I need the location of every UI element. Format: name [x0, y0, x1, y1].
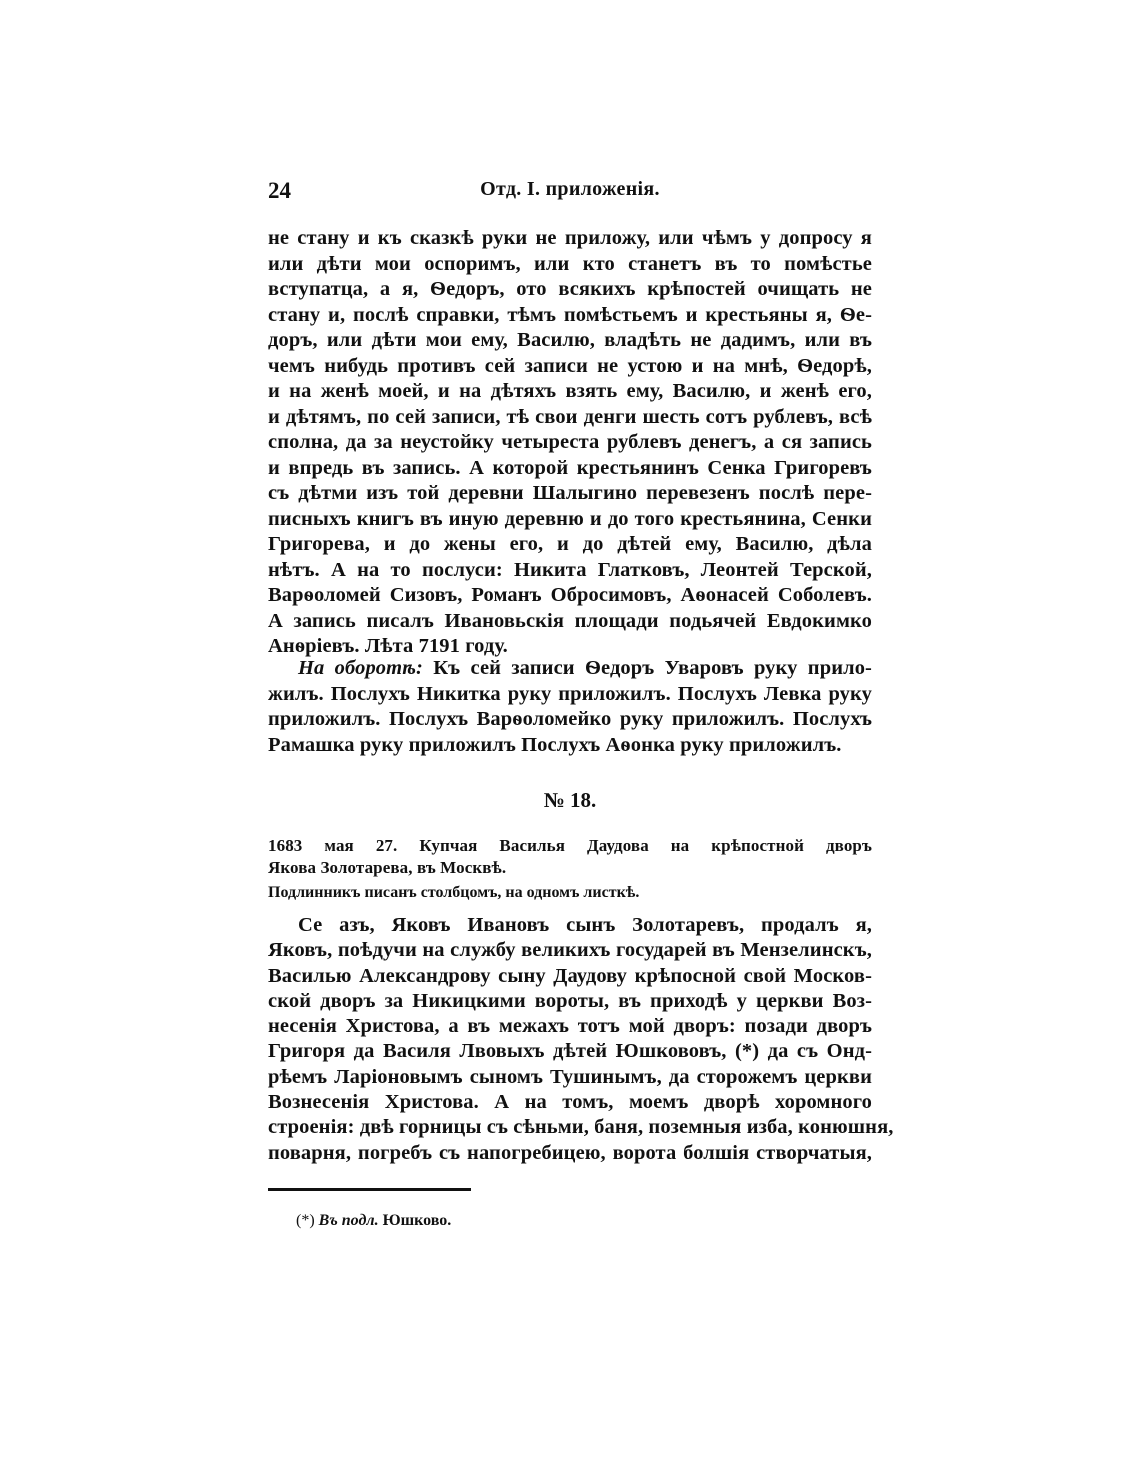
document-body-text — [268, 913, 894, 1166]
text-line: и впредь въ запись. А которой крестьянинъ Сенка Григоревъ — [268, 456, 872, 479]
footnote-rule — [268, 1188, 471, 1191]
text-line: писныхъ книгъ въ иную деревню и до того крестьянина, Сенки — [268, 507, 872, 530]
text-line — [268, 656, 872, 682]
running-head: Отд. I. приложенія. — [480, 178, 660, 200]
text-line: Яковъ, поѣдучи на службу великихъ государей въ Мензелинскъ, — [268, 939, 872, 962]
page-header — [268, 178, 872, 208]
text-line: поварня, погребъ съ напогребицею, ворота болшія створчатыя, — [268, 1141, 872, 1164]
text-line: несенія Христова, а въ межахъ тотъ мой дворъ: позади дворъ — [268, 1015, 872, 1038]
text-line: А запись писалъ Ивановьскія площади подьячей Евдокимко — [268, 609, 872, 632]
text-line: ской дворъ за Никицкими вороты, въ приходѣ у церкви Воз- — [268, 989, 872, 1012]
footnote-abbreviation: Въ подл. — [318, 1212, 379, 1229]
text-line: Василью Александрову сыну Даудову крѣпосной свой Москов- — [268, 964, 872, 987]
footnote-text: Юшково. — [382, 1212, 452, 1229]
text-line: Анѳріевъ. Лѣта 7191 году. — [268, 635, 508, 657]
heading-line: Якова Золотарева, въ Москвѣ. — [268, 858, 507, 877]
text-line: строенія: двѣ горницы съ сѣньми, баня, поземныя изба, конюшня, — [268, 1116, 894, 1139]
reverse-side-note — [268, 656, 872, 758]
source-note: Подлинникъ писанъ столбцомъ, на одномъ листкѣ. — [268, 884, 640, 901]
document-number: № 18. — [543, 788, 597, 812]
text-line: Рамашка руку приложилъ Послухъ Аѳонка руку приложилъ. — [268, 733, 842, 756]
text-line: приложилъ. Послухъ Варѳоломейко руку приложилъ. Послухъ — [268, 708, 872, 730]
body-text-continued — [268, 226, 872, 660]
text-line: Григорева, и до жены его, и до дѣтей ему, Василю, дѣла — [268, 533, 872, 555]
text-line: и дѣтямъ, по сей записи, тѣ свои денги шесть сотъ рублевъ, всѣ — [268, 405, 872, 428]
text-line: и на женѣ моей, и на дѣтяхъ взять ему, Василю, и женѣ его, — [268, 380, 872, 402]
text-line: чемъ нибудь противъ сей записи не устою и на мнѣ, Ѳедорѣ, — [268, 354, 872, 377]
footnote — [296, 1212, 451, 1230]
text-line: сполна, да за неустойку четыреста рублевъ денегъ, а ся запись — [268, 431, 872, 453]
page-number: 24 — [268, 178, 291, 203]
text-line: съ дѣтми изъ той деревни Шалыгино перевезенъ послѣ пере- — [268, 482, 872, 504]
text-line: Григоря да Василя Лвовыхъ дѣтей Юшкововъ, (*) да съ Онд- — [268, 1040, 872, 1063]
document-heading — [268, 835, 872, 879]
text-line: рѣемъ Ларіоновымъ сыномъ Тушинымъ, да сторожемъ церкви — [268, 1065, 872, 1088]
text-line: Се азъ, Яковъ Ивановъ сынъ Золотаревъ, продалъ я, — [298, 914, 872, 936]
footnote-mark: (*) — [296, 1212, 315, 1229]
reverse-first-line: Къ сей записи Ѳедоръ Уваровъ руку прило- — [433, 657, 872, 679]
text-line: не стану и къ сказкѣ руки не приложу, или чѣмъ у допросу я — [268, 227, 872, 249]
heading-line: 1683 мая 27. Купчая Василья Даудова на крѣпостной дворъ — [268, 836, 872, 855]
text-line: вступатца, а я, Ѳедоръ, ото всякихъ крѣпостей очищать не — [268, 278, 872, 300]
text-line: Варѳоломей Сизовъ, Романъ Обросимовъ, Аѳонасей Соболевъ. — [268, 584, 872, 606]
text-line: или дѣти мои оспоримъ, или кто станетъ въ то помѣстье — [268, 252, 872, 275]
text-line: доръ, или дѣти мои ему, Василю, владѣть не дадимъ, или въ — [268, 329, 872, 351]
reverse-label: На оборотѣ: — [298, 657, 423, 679]
text-line: стану и, послѣ справки, тѣмъ помѣстьемъ и крестьяны я, Ѳе- — [268, 303, 872, 326]
text-line: жилъ. Послухъ Никитка руку приложилъ. Послухъ Левка руку — [268, 682, 872, 705]
text-line: Вознесенія Христова. А на томъ, моемъ дворѣ хоромного — [268, 1091, 872, 1114]
text-line: нѣтъ. А на то послуси: Никита Глатковъ, Леонтей Терской, — [268, 558, 872, 581]
